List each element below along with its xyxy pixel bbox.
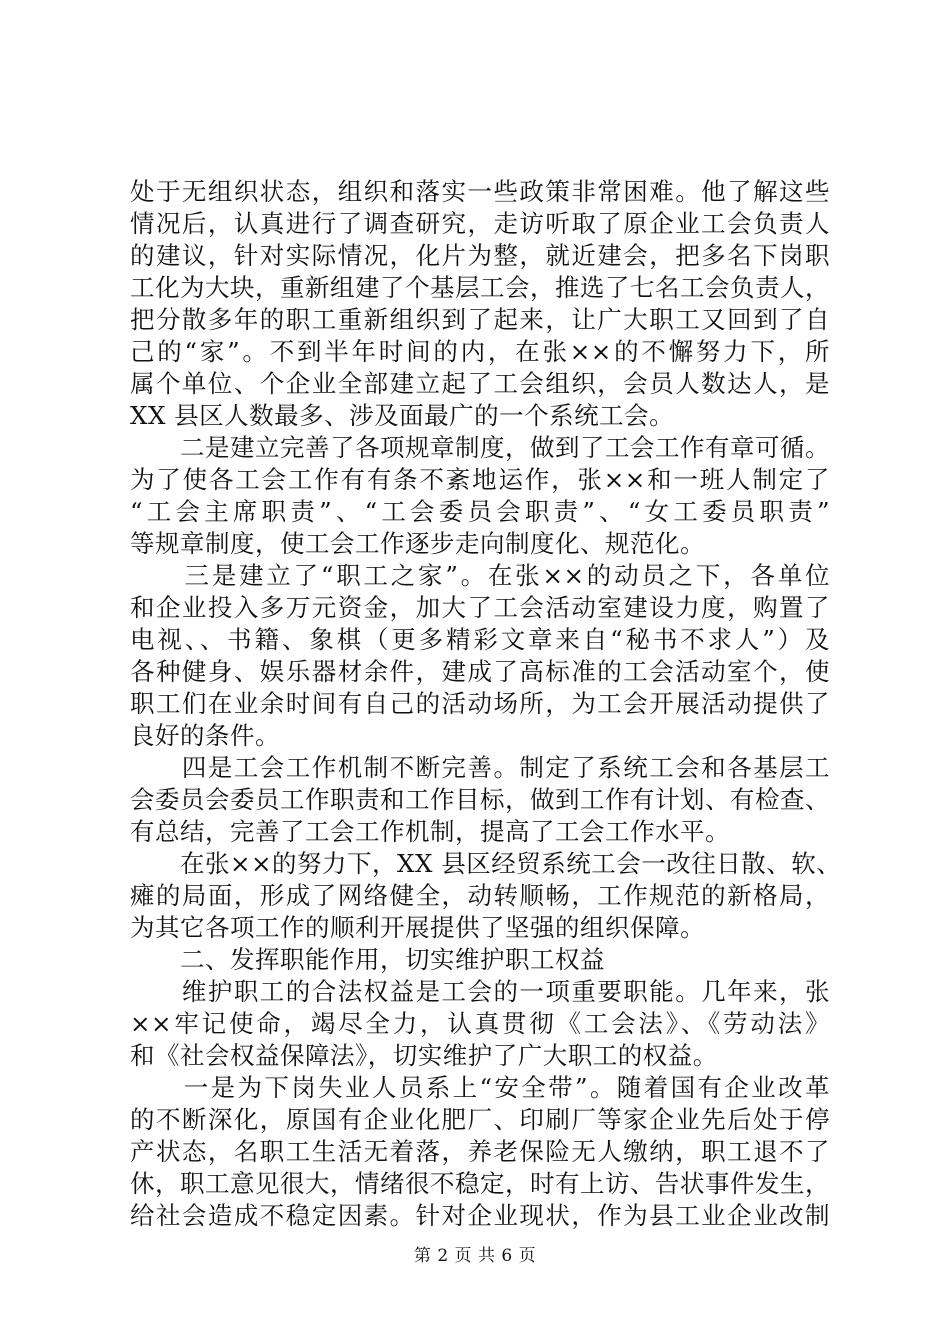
text-line-18: 良好的条件。: [130, 721, 280, 750]
text-line-33: 给社会造成不稳定因素。针对企业现状，作为县工业企业改制: [130, 1201, 830, 1230]
text-line-20: 会委员会委员工作职责和工作目标，做到工作有计划、有检查、: [130, 785, 830, 814]
text-line-1: 处于无组织状态，组织和落实一些政策非常困难。他了解这些: [130, 177, 830, 206]
section-heading: 二、发挥职能作用，切实维护职工权益: [130, 945, 605, 974]
text-line-3: 的建议，针对实际情况，化片为整，就近建会，把多名下岗职: [130, 241, 830, 270]
text-line-2: 情况后，认真进行了调查研究，走访听取了原企业工会负责人: [130, 209, 830, 238]
text-line-22: 在张××的努力下，XX 县区经贸系统工会一改往日散、软、: [130, 849, 842, 878]
text-line-17: 职工们在业余时间有自己的活动场所，为工会开展活动提供了: [130, 689, 830, 718]
text-line-8: XX 县区人数最多、涉及面最广的一个系统工会。: [130, 401, 675, 430]
text-line-6: 己的“家”。不到半年时间的内，在张××的不懈努力下，所: [130, 337, 830, 366]
text-line-32: 休，职工意见很大，情绪很不稳定，时有上访、告状事件发生，: [130, 1169, 830, 1198]
text-line-30: 的不断深化，原国有企业化肥厂、印刷厂等家企业先后处于停: [130, 1105, 830, 1134]
text-line-23: 瘫的局面，形成了网络健全，动转顺畅，工作规范的新格局，: [130, 881, 830, 910]
text-line-31: 产状态，名职工生活无着落，养老保险无人缴纳，职工退不了: [130, 1137, 830, 1166]
text-line-13: 三是建立了“职工之家”。在张××的动员之下，各单位: [130, 561, 830, 590]
text-line-26: 维护职工的合法权益是工会的一项重要职能。几年来，张: [130, 977, 830, 1006]
text-line-29: 一是为下岗失业人员系上“安全带”。随着国有企业改革: [130, 1073, 830, 1102]
text-line-27: ××牢记使命，竭尽全力，认真贯彻《工会法》、《劳动法》: [130, 1009, 830, 1038]
text-line-19: 四是工会工作机制不断完善。制定了系统工会和各基层工: [130, 753, 830, 782]
text-line-5: 把分散多年的职工重新组织到了起来，让广大职工又回到了自: [130, 305, 830, 334]
text-line-14: 和企业投入多万元资金，加大了工会活动室建设力度，购置了: [130, 593, 830, 622]
text-line-21: 有总结，完善了工会工作机制，提高了工会工作水平。: [130, 817, 730, 846]
text-line-10: 为了使各工会工作有有条不紊地运作，张××和一班人制定了: [130, 465, 830, 494]
text-line-28: 和《社会权益保障法》，切实维护了广大职工的权益。: [130, 1041, 718, 1070]
text-line-16: 各种健身、娱乐器材余件，建成了高标准的工会活动室个，使: [130, 657, 830, 686]
text-line-7: 属个单位、个企业全部建立起了工会组织，会员人数达人，是: [130, 369, 830, 398]
text-line-9: 二是建立完善了各项规章制度，做到了工会工作有章可循。: [130, 433, 830, 462]
text-line-15: 电视、、书籍、象棋（更多精彩文章来自“秘书不求人”）及: [130, 625, 830, 654]
page-number-footer: 第 2 页 共 6 页: [413, 1246, 537, 1266]
text-line-11: “工会主席职责”、“工会委员会职责”、“女工委员职责”: [130, 497, 830, 526]
document-body: [130, 176, 842, 1232]
text-line-24: 为其它各项工作的顺利开展提供了坚强的组织保障。: [130, 913, 705, 942]
text-line-4: 工化为大块，重新组建了个基层工会，推选了七名工会负责人，: [130, 273, 830, 302]
text-line-12: 等规章制度，使工会工作逐步走向制度化、规范化。: [130, 529, 705, 558]
